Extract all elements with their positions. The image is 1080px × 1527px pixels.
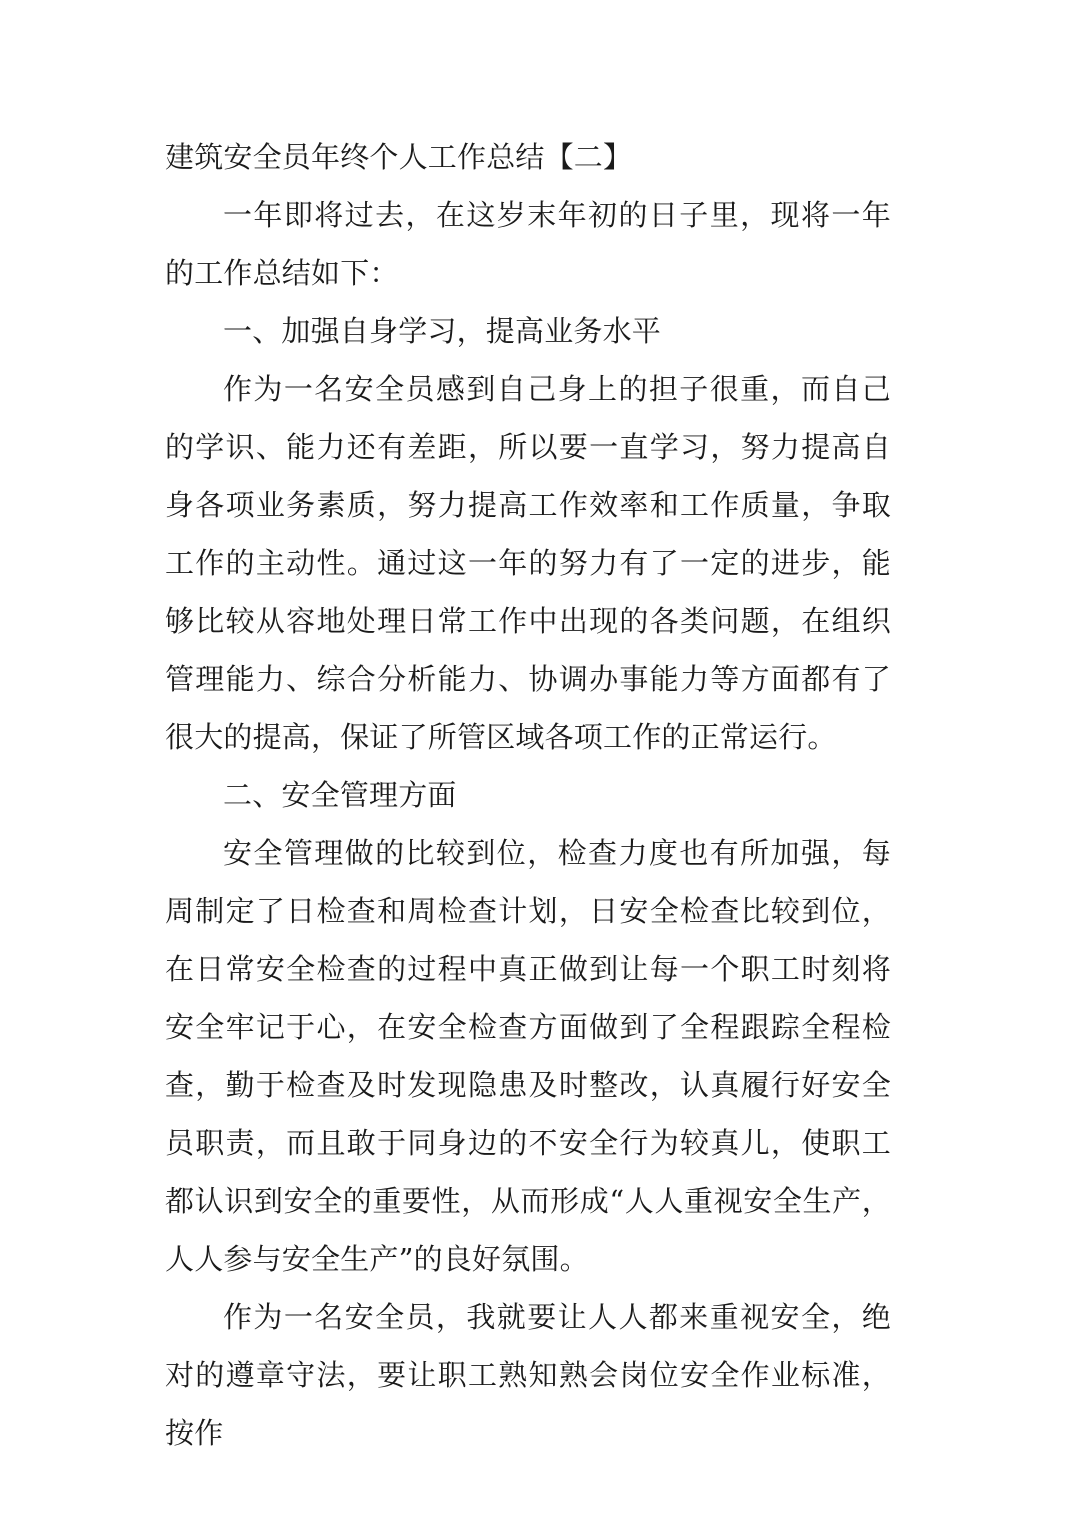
section-2-paragraph: 安全管理做的比较到位，检查力度也有所加强，每周制定了日检查和周检查计划，日安全检查比较到位，在日常安全检查的过程中真正做到让每一个职工时刻将安全牢记于心，在安全检查方面做到了全程跟踪全程检查，勤于检查及时发现隐患及时整改，认真履行好安全员职责，而且敢于同身边的不安全行为较真儿，使职工都认识到安全的重要性，从而形成“人人重视安全生产，人人参与安全生产”的良好氛围。: [165, 836, 891, 1276]
intro-paragraph: 一年即将过去，在这岁末年初的日子里，现将一年的工作总结如下：: [165, 198, 891, 290]
document-title: 建筑安全员年终个人工作总结【二】: [165, 140, 633, 174]
document-content: [165, 128, 891, 1462]
section-1-heading: 一、加强自身学习，提高业务水平: [223, 314, 662, 348]
section-2-paragraph-continued: 作为一名安全员，我就要让人人都来重视安全，绝对的遵章守法，要让职工熟知熟会岗位安全作业标准，按作: [165, 1300, 891, 1450]
section-2-heading: 二、安全管理方面: [223, 778, 457, 812]
section-1-paragraph: 作为一名安全员感到自己身上的担子很重，而自己的学识、能力还有差距，所以要一直学习，努力提高自身各项业务素质，努力提高工作效率和工作质量，争取工作的主动性。通过这一年的努力有了一定的进步，能够比较从容地处理日常工作中出现的各类问题，在组织管理能力、综合分析能力、协调办事能力等方面都有了很大的提高，保证了所管区域各项工作的正常运行。: [165, 372, 891, 754]
